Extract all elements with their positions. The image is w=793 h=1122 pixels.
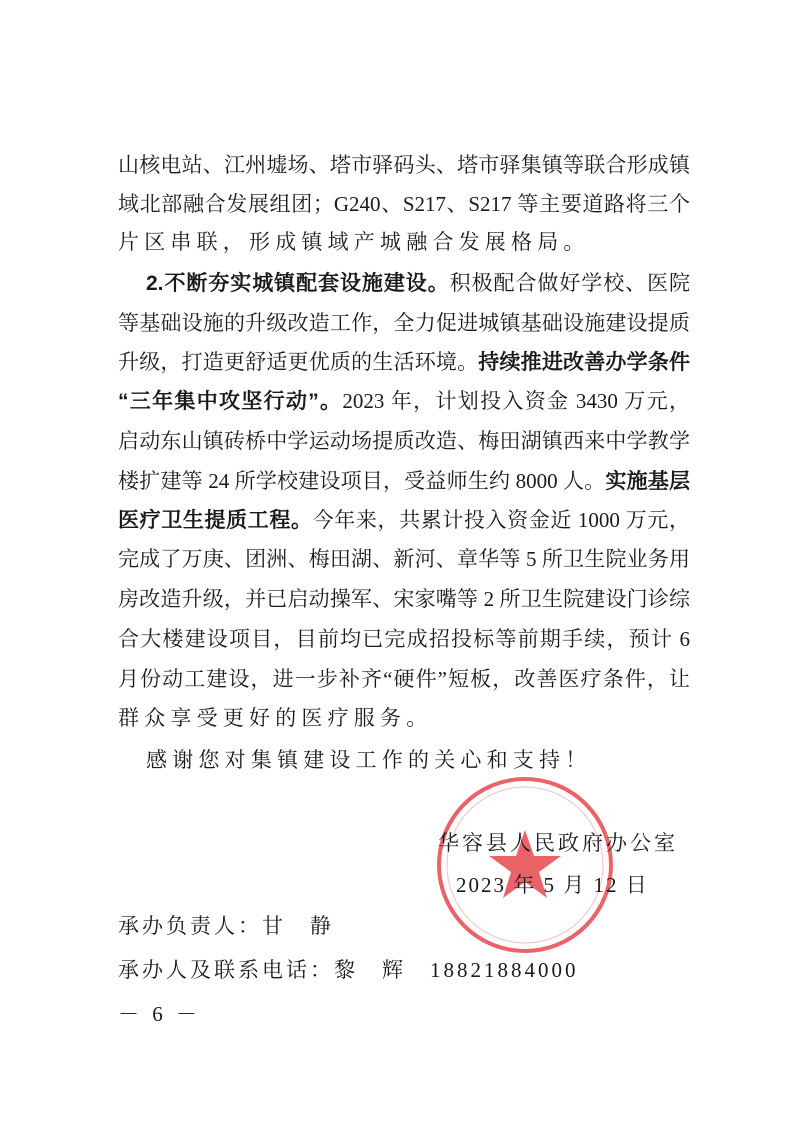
text-line <box>118 507 690 534</box>
text-segment: 2023 年，计划投入资金 3430 万元， <box>342 389 691 413</box>
bold-text-segment: “三年集中攻坚行动”。 <box>118 390 343 413</box>
page-number: － 6 － <box>118 1002 201 1026</box>
text-line <box>118 229 690 255</box>
text-segment: 月份动工建设，进一步补齐“硬件”短板，改善医疗条件，让 <box>118 667 690 691</box>
text-line <box>118 191 690 217</box>
text-line <box>118 626 690 652</box>
text-line <box>118 310 690 336</box>
issue-date: 2023 年 5 月 12 日 <box>456 873 649 897</box>
text-line <box>118 152 690 178</box>
text-segment: 等基础设施的升级改造工作，全力促进城镇基础设施建设提质 <box>118 311 690 335</box>
text-segment: 域北部融合发展组团；G240、S217、S217 等主要道路将三个 <box>118 192 690 216</box>
bold-text-segment: 医疗卫生提质工程。 <box>118 509 313 532</box>
bold-text-segment: 持续推进改善办学条件 <box>478 351 691 374</box>
text-line <box>118 428 690 454</box>
text-segment: 完成了万庚、团洲、梅田湖、新河、章华等 5 所卫生院业务用 <box>118 547 690 571</box>
text-segment: 山核电站、江州墟场、塔市驿码头、塔市驿集镇等联合形成镇 <box>118 153 690 177</box>
official-seal <box>430 770 620 960</box>
bold-text-segment: 2.不断夯实城镇配套设施建设。 <box>146 272 450 295</box>
issuing-office: 华容县人民政府办公室 <box>438 831 678 855</box>
text-line <box>146 747 690 773</box>
text-segment: 今年来，共累计投入资金近 1000 万元， <box>312 508 691 532</box>
text-line <box>118 546 690 572</box>
text-segment: 启动东山镇砖桥中学运动场提质改造、梅田湖镇西来中学教学 <box>118 429 690 453</box>
text-segment: 合大楼建设项目，目前均已完成招投标等前期手续，预计 6 <box>118 627 690 651</box>
text-line <box>118 705 690 731</box>
handler-contact: 承办人及联系电话：黎 辉 18821884000 <box>118 958 579 982</box>
text-line <box>118 349 690 376</box>
responsible-person: 承办负责人：甘 静 <box>118 914 334 938</box>
text-line <box>146 270 690 297</box>
text-segment: 片区串联，形成镇域产城融合发展格局。 <box>118 230 590 254</box>
text-segment: 群众享受更好的医疗服务。 <box>118 706 433 730</box>
text-line <box>118 388 690 415</box>
text-segment: 积极配合做好学校、医院 <box>449 271 691 295</box>
text-line <box>118 666 690 692</box>
text-line <box>118 468 690 495</box>
text-line <box>118 586 690 612</box>
bold-text-segment: 实施基层 <box>605 470 690 493</box>
text-segment: 房改造升级，并已启动操军、宋家嘴等 2 所卫生院建设门诊综 <box>118 587 690 611</box>
text-segment: 升级，打造更舒适更优质的生活环境。 <box>118 350 479 374</box>
text-segment: 感谢您对集镇建设工作的关心和支持！ <box>146 748 592 772</box>
text-segment: 楼扩建等 24 所学校建设项目，受益师生约 8000 人。 <box>118 469 606 493</box>
